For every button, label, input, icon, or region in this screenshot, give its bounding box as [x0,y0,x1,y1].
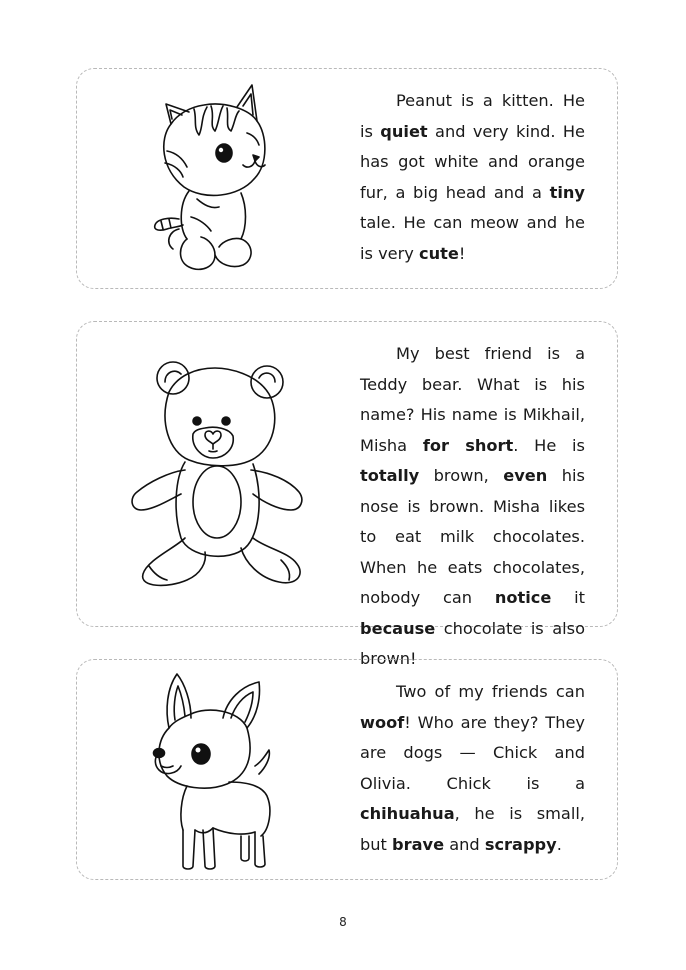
story-text-part: ! Who are they? They are dogs — Chick and Olivia. Chick is a [360,712,585,793]
story-text [360,339,585,675]
story-text [360,677,585,860]
story-text-part: totally [360,466,420,485]
story-text-part: , he is small, but [360,804,585,854]
story-text-part: cute [419,243,459,263]
story-text-part: Two of my friends can [396,682,585,701]
kitten-illustration [149,79,279,279]
story-text-part: tale. He can meow and he is very [360,213,585,263]
teddy-bear-illustration [129,352,309,592]
story-text-part: tiny [549,182,585,202]
story-text-part: brown, [419,466,504,485]
story-text-part: for short [422,435,514,455]
story-text-part: Peanut is a kitten. He is [360,91,585,141]
story-text-part: and very kind. He has got white and orange fur, a big head and a [360,121,586,202]
story-text-part: quiet [380,121,428,141]
story-card-chihuahua [76,659,618,880]
story-text-part: . He is [513,435,585,455]
story-text-part: . [556,834,562,854]
story-card-teddy-bear [76,321,618,668]
story-text-part: scrappy [484,834,557,854]
story-text-part: and [444,834,485,854]
story-text-part: ! [458,243,466,263]
story-text-part: because [360,618,436,638]
story-text-part: My best friend is a Teddy bear. What is his name? His name is Mikhail, Misha [360,344,585,455]
page-number: 8 [339,915,347,929]
story-card-kitten [76,68,618,289]
story-text-part: even [503,466,548,485]
story-text-part: brave [392,834,445,854]
story-text-part: his nose is brown. Misha likes to eat milk chocolates. When he eats chocolates, nobody can [360,466,585,607]
story-text-part: notice [494,588,552,607]
story-text [360,86,585,269]
story-text-part: woof [360,712,405,732]
chihuahua-illustration [147,670,277,875]
story-text-part: chihuahua [360,804,455,823]
story-text-part: it [551,588,585,607]
story-text-part: chocolate is also brown! [360,618,585,668]
